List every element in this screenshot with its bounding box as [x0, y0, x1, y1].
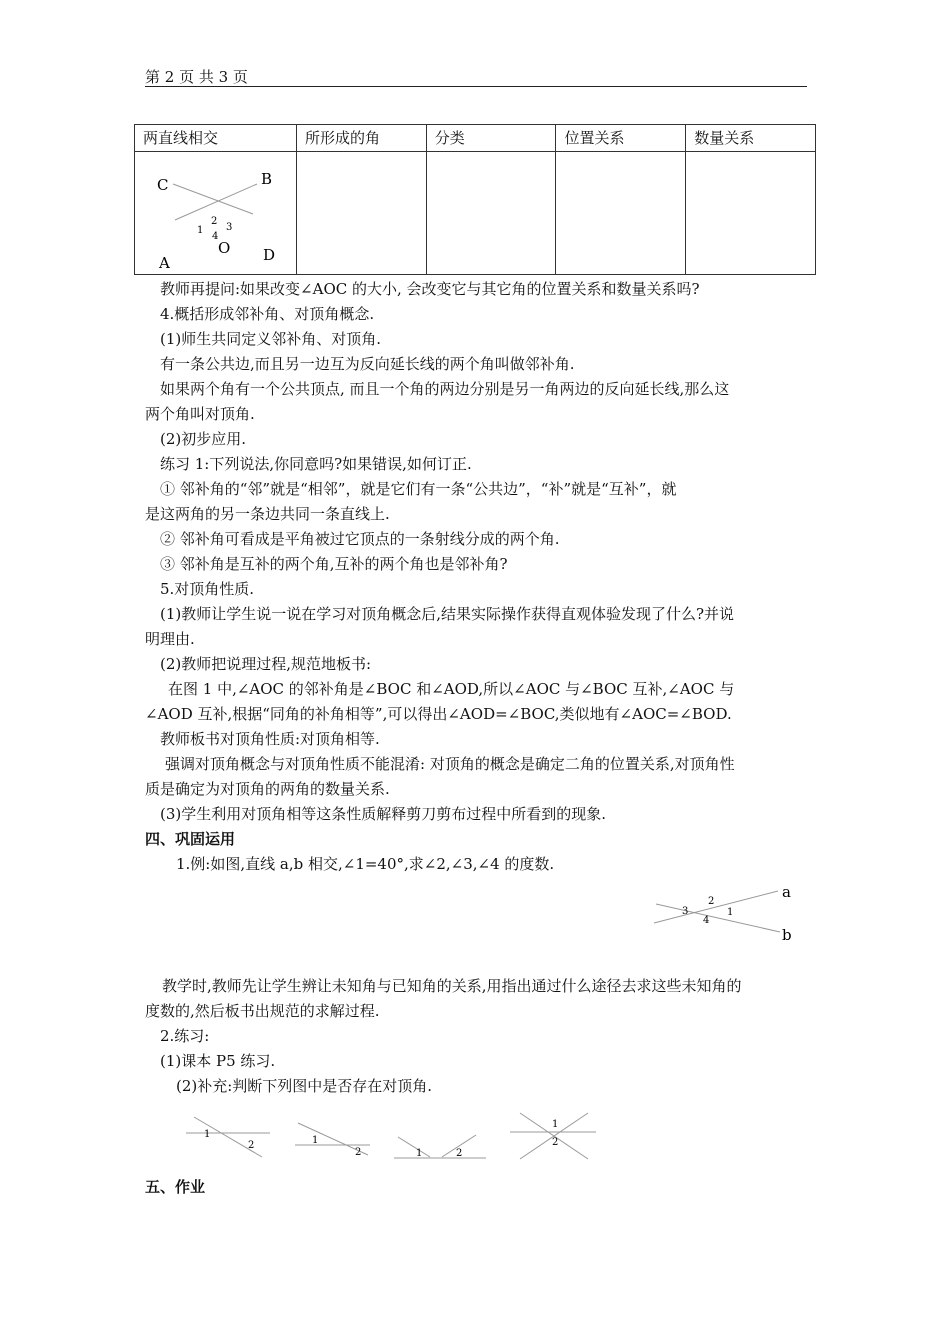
- label-b: B: [261, 170, 273, 188]
- text-line: 强调对顶角概念与对顶角性质不能混淆: 对顶角的概念是确定二角的位置关系,对顶角性: [165, 755, 735, 773]
- angle-label-3: 3: [226, 222, 233, 233]
- header-rule: [145, 86, 807, 87]
- figure-cell: [135, 152, 297, 275]
- label-c: C: [157, 176, 169, 194]
- text-line: 练习 1:下列说法,你同意吗?如果错误,如何订正.: [160, 455, 472, 473]
- practice-figure-3: [394, 1135, 486, 1159]
- text-line: ∠AOD 互补,根据“同角的补角相等”,可以得出∠AOD=∠BOC,类似地有∠AOC=∠BOD.: [145, 705, 732, 723]
- angle-label-1: 1: [312, 1135, 319, 1146]
- intersect-table: [134, 124, 816, 275]
- section-heading: 四、巩固运用: [145, 830, 236, 848]
- empty-cell: [296, 152, 426, 275]
- table-body-row: [135, 152, 816, 275]
- practice-figure-4: [510, 1113, 596, 1159]
- text-line: 是这两角的另一条边共同一条直线上.: [145, 505, 390, 523]
- text-line: ③ 邻补角是互补的两个角,互补的两个角也是邻补角?: [160, 555, 508, 573]
- line-a: [654, 891, 778, 923]
- label-o: O: [218, 239, 231, 257]
- label-a: A: [159, 254, 170, 270]
- label-a: a: [782, 883, 791, 901]
- label-b: b: [782, 926, 792, 944]
- text-line: ② 邻补角可看成是平角被过它顶点的一条射线分成的两个角.: [160, 530, 560, 548]
- practice-figure-1: [186, 1117, 270, 1157]
- header-cell: 位置关系: [556, 125, 686, 152]
- angle-label-2: 2: [456, 1148, 463, 1159]
- angle-label-2: 2: [211, 216, 218, 227]
- angle-label-2: 2: [248, 1140, 255, 1151]
- text-line: 如果两个角有一个公共顶点, 而且一个角的两边分别是另一角两边的反向延长线,那么这: [160, 380, 730, 398]
- text-line: 1.例:如图,直线 a,b 相交,∠1=40°,求∠2,∠3,∠4 的度数.: [176, 855, 555, 873]
- text-line: 度数的,然后板书出规范的求解过程.: [145, 1002, 380, 1020]
- text-line: (3)学生利用对顶角相等这条性质解释剪刀剪布过程中所看到的现象.: [160, 805, 607, 823]
- table-header-row: [135, 125, 816, 152]
- angle-label-1: 1: [204, 1129, 211, 1140]
- text-line: 明理由.: [145, 630, 195, 648]
- text-line: ① 邻补角的“邻”就是“相邻”，就是它们有一条“公共边”，“补”就是“互补”，就: [160, 480, 677, 498]
- angle-label-1: 1: [416, 1148, 423, 1159]
- angle-label-4: 4: [703, 915, 710, 926]
- text-line: 两个角叫对顶角.: [145, 405, 255, 423]
- text-line: (1)课本 P5 练习.: [160, 1052, 276, 1070]
- empty-cell: [556, 152, 686, 275]
- angle-label-4: 4: [212, 231, 219, 242]
- text-line: 在图 1 中,∠AOC 的邻补角是∠BOC 和∠AOD,所以∠AOC 与∠BOC 互补,∠AOC 与: [168, 680, 735, 698]
- header-cell: 两直线相交: [135, 125, 297, 152]
- text-line: (2)补充:判断下列图中是否存在对顶角.: [176, 1077, 433, 1095]
- text-line: (1)师生共同定义邻补角、对顶角.: [160, 330, 382, 348]
- angle-label-2: 2: [552, 1137, 559, 1148]
- text-line: 2.练习:: [160, 1027, 210, 1045]
- text-line: 有一条公共边,而且另一边互为反向延长线的两个角叫做邻补角.: [160, 355, 575, 373]
- angle-label-1: 1: [727, 907, 734, 918]
- text-line: (2)初步应用.: [160, 430, 247, 448]
- header-cell: 数量关系: [686, 125, 816, 152]
- empty-cell: [686, 152, 816, 275]
- empty-cell: [426, 152, 556, 275]
- angle-label-1: 1: [552, 1119, 559, 1130]
- header-cell: 分类: [426, 125, 556, 152]
- angle-label-1: 1: [197, 225, 204, 236]
- text-line: 教师板书对顶角性质:对顶角相等.: [160, 730, 380, 748]
- line-cd: [173, 184, 253, 214]
- text-line: 教师再提问:如果改变∠AOC 的大小, 会改变它与其它角的位置关系和数量关系吗?: [160, 280, 700, 298]
- angle-label-3: 3: [682, 906, 689, 917]
- text-line: 5.对顶角性质.: [160, 580, 255, 598]
- text-line: 教学时,教师先让学生辨让未知角与已知角的关系,用指出通过什么途径去求这些未知角的: [162, 977, 742, 995]
- example-figure: [650, 880, 810, 944]
- angle-label-2: 2: [708, 896, 715, 907]
- section-heading: 五、作业: [145, 1178, 206, 1196]
- text-line: 4.概括形成邻补角、对顶角概念.: [160, 305, 375, 323]
- label-d: D: [263, 246, 276, 264]
- header-cell: 所形成的角: [296, 125, 426, 152]
- practice-figure-2: [295, 1123, 370, 1158]
- practice-figures: [180, 1105, 610, 1165]
- page-header: 第 2 页 共 3 页: [145, 68, 248, 86]
- intersecting-lines-figure: [135, 152, 295, 270]
- text-line: (1)教师让学生说一说在学习对顶角概念后,结果实际操作获得直观体验发现了什么?并说: [160, 605, 735, 623]
- text-line: (2)教师把说理过程,规范地板书:: [160, 655, 372, 673]
- angle-label-2: 2: [355, 1147, 362, 1158]
- text-line: 质是确定为对顶角的两角的数量关系.: [145, 780, 390, 798]
